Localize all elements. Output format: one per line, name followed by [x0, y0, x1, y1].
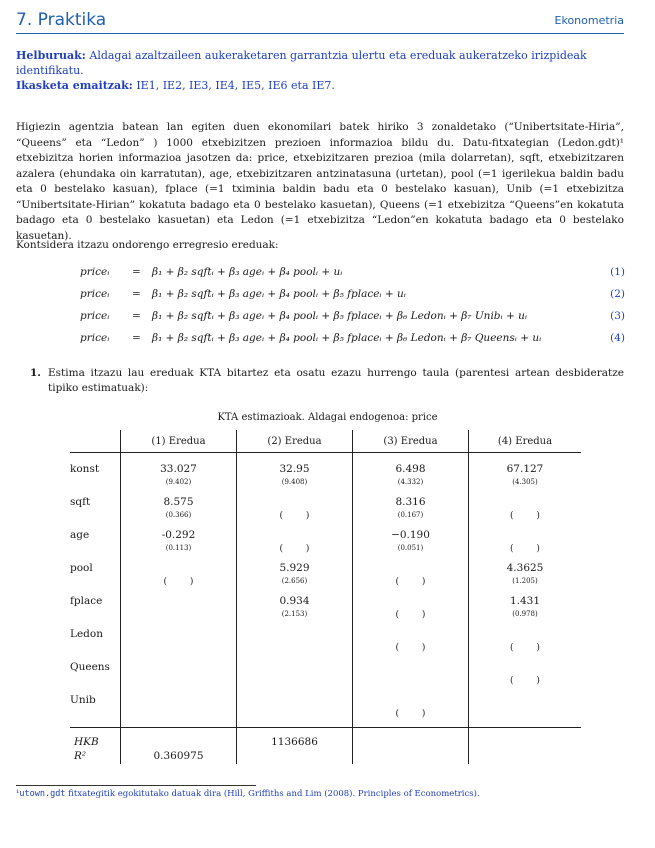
se-cell: ( )	[353, 643, 469, 661]
se-cell	[121, 709, 237, 728]
se-cell	[121, 676, 237, 694]
equation-equals: =	[132, 310, 141, 322]
header-model-1: (1) Eredua	[121, 430, 237, 453]
equation-equals: =	[132, 266, 141, 278]
table-header-row	[70, 430, 581, 453]
table-coef-row	[70, 595, 581, 610]
se-cell	[121, 610, 237, 628]
variable-name: konst	[70, 463, 100, 475]
equation-rhs: β₁ + β₂ sqftᵢ + β₃ ageᵢ + β₄ poolᵢ + β₅ fplaceᵢ + β₆ Ledonᵢ + β₇ Queensᵢ + uᵢ	[152, 332, 542, 344]
footnote-text: fitxategitik egokitutako datuak dira (Hill, Griffiths and Lim (2008). Principles of Econometrics).	[65, 789, 480, 799]
equation-rhs: β₁ + β₂ sqftᵢ + β₃ ageᵢ + β₄ poolᵢ + uᵢ	[152, 266, 343, 278]
stat-cell: 0.360975	[121, 750, 237, 764]
se-label-cell	[70, 544, 121, 562]
se-cell	[121, 643, 237, 661]
results-table	[70, 430, 581, 764]
stat-name: R²	[74, 750, 87, 762]
goals-line	[16, 48, 624, 78]
coef-cell	[121, 628, 237, 643]
se-label-cell	[70, 511, 121, 529]
coef-cell	[353, 628, 469, 643]
se-cell: ( )	[469, 643, 582, 661]
equation-lhs: priceᵢ	[80, 266, 110, 278]
coef-cell	[237, 628, 353, 643]
se-label-cell	[70, 643, 121, 661]
se-cell: ( )	[353, 610, 469, 628]
se-cell	[237, 676, 353, 694]
variable-name: fplace	[70, 595, 103, 607]
coef-cell	[469, 661, 582, 676]
se-cell: ( )	[469, 676, 582, 694]
goals-text: Aldagai azaltzaileen aukeraketaren garrantzia ulertu eta ereduak aukeratzeko irizpideak identifikatu.	[16, 49, 587, 77]
header-rule	[16, 33, 624, 34]
se-cell	[237, 643, 353, 661]
coef-cell	[121, 562, 237, 577]
coef-cell	[237, 661, 353, 676]
stat-cell	[469, 736, 582, 750]
se-label-cell	[70, 676, 121, 694]
se-cell: (1.205)	[469, 577, 582, 595]
table-se-row	[70, 643, 581, 661]
footnote	[16, 789, 480, 799]
header-model-3: (3) Eredua	[353, 430, 469, 453]
table-se-row	[70, 709, 581, 728]
equation-lhs: priceᵢ	[80, 332, 110, 344]
table-coef-row	[70, 628, 581, 643]
se-cell: (0.978)	[469, 610, 582, 628]
coef-cell	[121, 694, 237, 709]
equation-row	[80, 266, 625, 284]
stat-name: HKB	[74, 736, 99, 748]
se-cell: (2.656)	[237, 577, 353, 595]
coef-cell: 8.316	[353, 496, 469, 511]
coef-cell	[121, 595, 237, 610]
se-label-cell	[70, 709, 121, 728]
header-model-4: (4) Eredua	[469, 430, 582, 453]
equation-row	[80, 332, 625, 350]
equation-equals: =	[132, 288, 141, 300]
stat-cell	[353, 750, 469, 764]
equation-equals: =	[132, 332, 141, 344]
coef-cell	[469, 628, 582, 643]
header-model-2: (2) Eredua	[237, 430, 353, 453]
variable-name: pool	[70, 562, 93, 574]
se-cell: (0.167)	[353, 511, 469, 529]
models-lead: Kontsidera itzazu ondorengo erregresio ereduak:	[16, 239, 279, 251]
se-cell	[353, 676, 469, 694]
se-cell: ( )	[121, 577, 237, 595]
equation-number: (3)	[610, 310, 625, 322]
coef-cell	[237, 694, 353, 709]
se-cell: ( )	[469, 544, 582, 562]
se-cell: ( )	[353, 709, 469, 728]
table-se-row	[70, 610, 581, 628]
coef-cell	[353, 562, 469, 577]
se-cell: (9.402)	[121, 478, 237, 496]
table-se-row	[70, 577, 581, 595]
equation-number: (1)	[610, 266, 625, 278]
table-stat-row	[70, 736, 581, 750]
coef-cell	[469, 529, 582, 544]
se-cell: (2.153)	[237, 610, 353, 628]
goals-block	[16, 48, 624, 93]
equation-number: (2)	[610, 288, 625, 300]
table-coef-row	[70, 496, 581, 511]
task-text: Estima itzazu lau ereduak KTA bitartez eta osatu ezazu hurrengo taula (parentesi artean desbideratze tipiko estimatuak):	[48, 367, 624, 394]
variable-name: Ledon	[70, 628, 103, 640]
se-cell: ( )	[353, 577, 469, 595]
intro-paragraph: Higiezin agentzia batean lan egiten duen ekonomilari batek hiriko 3 zonaldetako (“Unibertsitate-Hiria”, “Queens” eta “Ledon” ) 1000 etxebizitzen prezioen informazioa bildu du. Datu-fitxategian (Ledon.gdt)¹ etxebizitza horien informazioa jasotzen da: price, etxebizitzaren prezioa (mila dolarretan), sqft, etxebizitzaren azalera (ehundaka oin karratutan), age, etxebizitzaren antzinatasuna (urtetan), pool (=1 igerilekua baldin badu eta 0 bestelako kasuan), fplace (=1 tximinia baldin badu eta 0 bestelako kasuan), Unib (=1 etxebizitza “Unibertsitate-Hirian” kokatuta badago eta 0 bestelako kasuetan), Queens (=1 etxebizitza “Queens”en kokatuta badago eta 0 bestelako kasuetan) eta Ledon (=1 etxebizitza “Ledon”en kokatuta badago eta 0 bestelako kasuetan).	[16, 121, 624, 242]
coef-cell: 8.575	[121, 496, 237, 511]
coef-cell	[237, 496, 353, 511]
table-se-row	[70, 478, 581, 496]
variable-name: Unib	[70, 694, 96, 706]
se-cell	[237, 709, 353, 728]
table-se-row	[70, 511, 581, 529]
footnote-mark: ¹	[16, 789, 20, 799]
se-cell: (4.332)	[353, 478, 469, 496]
equation-row	[80, 310, 625, 328]
table-coef-row	[70, 463, 581, 478]
coef-cell: 0.934	[237, 595, 353, 610]
se-cell: ( )	[237, 544, 353, 562]
outcomes-text: IE1, IE2, IE3, IE4, IE5, IE6 eta IE7.	[136, 79, 335, 92]
variable-name: sqft	[70, 496, 91, 508]
stat-cell: 1136686	[237, 736, 353, 750]
coef-cell: −0.190	[353, 529, 469, 544]
se-cell: (4.305)	[469, 478, 582, 496]
equation-rhs: β₁ + β₂ sqftᵢ + β₃ ageᵢ + β₄ poolᵢ + β₅ fplaceᵢ + β₆ Ledonᵢ + β₇ Unibᵢ + uᵢ	[152, 310, 527, 322]
footnote-file: utown.gdt	[19, 789, 66, 799]
table-se-row	[70, 544, 581, 562]
goals-label: Helburuak:	[16, 49, 86, 62]
coef-cell	[353, 661, 469, 676]
equation-rhs: β₁ + β₂ sqftᵢ + β₃ ageᵢ + β₄ poolᵢ + β₅ fplaceᵢ + uᵢ	[152, 288, 406, 300]
equation-lhs: priceᵢ	[80, 310, 110, 322]
table-caption: KTA estimazioak. Aldagai endogenoa: price	[217, 412, 438, 423]
page-header	[16, 10, 624, 32]
table-stat-row	[70, 750, 581, 764]
se-cell	[469, 709, 582, 728]
chapter-title: 7. Praktika	[16, 10, 107, 30]
table-footer-rule	[70, 728, 581, 737]
coef-cell	[469, 694, 582, 709]
table-coef-row	[70, 562, 581, 577]
variable-name: age	[70, 529, 90, 541]
coef-cell	[121, 661, 237, 676]
coef-cell	[237, 529, 353, 544]
coef-cell	[353, 694, 469, 709]
stat-cell	[121, 736, 237, 750]
course-name: Ekonometria	[554, 14, 624, 27]
outcomes-line	[16, 78, 624, 93]
equation-row	[80, 288, 625, 306]
equation-number: (4)	[610, 332, 625, 344]
coef-cell: 5.929	[237, 562, 353, 577]
header-empty-cell	[70, 430, 121, 453]
table-se-row	[70, 676, 581, 694]
stat-cell	[469, 750, 582, 764]
se-cell: (9.408)	[237, 478, 353, 496]
coef-cell: 67.127	[469, 463, 582, 478]
task-number: 1.	[30, 367, 41, 379]
coef-cell: 1.431	[469, 595, 582, 610]
coef-cell	[353, 595, 469, 610]
coef-cell: -0.292	[121, 529, 237, 544]
table-coef-row	[70, 694, 581, 709]
coef-cell: 6.498	[353, 463, 469, 478]
se-cell: ( )	[237, 511, 353, 529]
table-spacer-row	[70, 453, 581, 464]
coef-cell: 4.3625	[469, 562, 582, 577]
se-cell: ( )	[469, 511, 582, 529]
variable-name: Queens	[70, 661, 110, 673]
coef-cell	[469, 496, 582, 511]
se-label-cell	[70, 610, 121, 628]
footnote-rule	[16, 785, 256, 786]
table-coef-row	[70, 529, 581, 544]
se-cell: (0.366)	[121, 511, 237, 529]
se-label-cell	[70, 478, 121, 496]
table-coef-row	[70, 661, 581, 676]
se-cell: (0.051)	[353, 544, 469, 562]
se-label-cell	[70, 577, 121, 595]
outcomes-label: Ikasketa emaitzak:	[16, 79, 133, 92]
equation-lhs: priceᵢ	[80, 288, 110, 300]
coef-cell: 32.95	[237, 463, 353, 478]
coef-cell: 33.027	[121, 463, 237, 478]
se-cell: (0.113)	[121, 544, 237, 562]
stat-cell	[353, 736, 469, 750]
stat-cell	[237, 750, 353, 764]
